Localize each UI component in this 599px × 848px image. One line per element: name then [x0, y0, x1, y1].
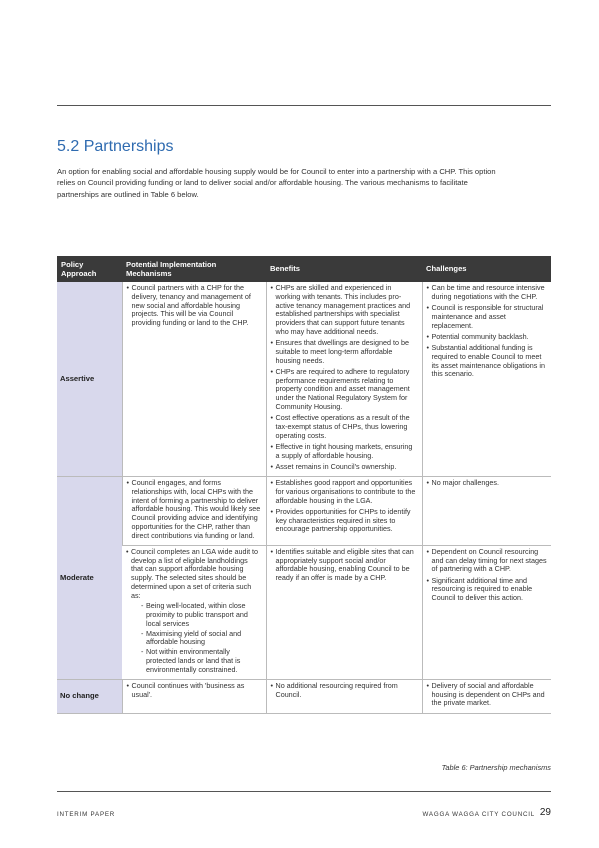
list-item: • Effective in tight housing markets, ensuring a supply of affordable housing. — [271, 443, 418, 461]
list-item: • Potential community backlash. — [427, 333, 548, 342]
mechanisms-cell — [122, 545, 266, 679]
challenges-cell — [422, 282, 551, 477]
top-rule — [57, 105, 551, 106]
challenges-cell — [422, 545, 551, 679]
list-item: • Establishes good rapport and opportunities for various organisations to contribute to the affordable housing in the LGA. — [271, 479, 418, 505]
criteria-item: - Being well-located, within close proximity to public transport and local services — [141, 602, 262, 628]
list-item: • Asset remains in Council's ownership. — [271, 463, 418, 472]
list-item: • Substantial additional funding is required to enable Council to meet its asset maintenance obligations in this scenario. — [427, 344, 548, 379]
footer-rule — [57, 791, 551, 792]
mechanisms-cell — [122, 477, 266, 546]
criteria-item: - Not within environmentally protected lands or land that is environmentally constrained. — [141, 648, 262, 674]
approach-moderate: Moderate — [57, 477, 122, 680]
footer-document-title: INTERIM PAPER — [57, 811, 116, 818]
list-item: • Can be time and resource intensive during negotiations with the CHP. — [427, 284, 548, 302]
challenges-cell — [422, 679, 551, 713]
header-challenges: Challenges — [422, 256, 551, 282]
benefits-cell — [266, 477, 422, 546]
benefits-cell — [266, 679, 422, 713]
benefits-cell — [266, 282, 422, 477]
mechanisms-cell — [122, 679, 266, 713]
criteria-item: - Maximising yield of social and affordable housing — [141, 630, 262, 648]
mechanisms-cell — [122, 282, 266, 477]
list-item: • No additional resourcing required from Council. — [271, 682, 418, 700]
benefits-cell — [266, 545, 422, 679]
header-benefits: Benefits — [266, 256, 422, 282]
list-item: • Council engages, and forms relationships with, local CHPs with the intent of forming a partnership to deliver affordable housing. This would likely see Council providing advice and identifying opportunities for the CHP, rather than direct contributions via funding or land. — [127, 479, 262, 540]
header-policy-approach: Policy Approach — [57, 256, 122, 282]
footer-council-name: WAGGA WAGGA CITY COUNCIL — [422, 811, 535, 818]
approach-assertive: Assertive — [57, 282, 122, 477]
challenges-cell — [422, 477, 551, 546]
section-title: 5.2 Partnerships — [57, 138, 174, 155]
partnership-table — [57, 256, 551, 714]
list-item: • Delivery of social and affordable housing is dependent on CHPs and the private market. — [427, 682, 548, 708]
table-row — [57, 282, 551, 477]
list-item — [126, 548, 262, 675]
list-item: • Identifies suitable and eligible sites that can appropriately support social and/or affordable housing, enabling Council to be ready if an offer is made by a CHP. — [271, 548, 418, 583]
approach-no-change: No change — [57, 679, 122, 713]
list-item: • Ensures that dwellings are designed to be suitable to meet long-term affordable housing needs. — [271, 339, 418, 365]
table-row — [57, 477, 551, 546]
list-item: • Dependent on Council resourcing and can delay timing for next stages of partnering with a CHP. — [427, 548, 548, 574]
list-item: • No major challenges. — [427, 479, 548, 488]
list-item: • CHPs are required to adhere to regulatory performance requirements relating to property condition and asset management under the National Regulatory System for Community Housing. — [271, 368, 418, 412]
list-item: • Provides opportunities for CHPs to identify key characteristics required in sites to encourage partnership opportunities. — [271, 508, 418, 534]
table-header-row — [57, 256, 551, 282]
list-item: • Council continues with 'business as usual'. — [127, 682, 262, 700]
header-mechanisms: Potential Implementation Mechanisms — [122, 256, 266, 282]
criteria-list — [131, 602, 262, 674]
table-row — [57, 679, 551, 713]
page-number: 29 — [539, 807, 551, 818]
list-item: • Council is responsible for structural maintenance and asset replacement. — [427, 304, 548, 330]
table-caption: Table 6: Partnership mechanisms — [441, 763, 551, 772]
table-row — [57, 545, 551, 679]
list-item: • Cost effective operations as a result of the tax-exempt status of CHPs, thus lowering operating costs. — [271, 414, 418, 440]
list-item: • Council partners with a CHP for the delivery, tenancy and management of new social and affordable housing projects. This will be via Council providing funding or land to the CHP. — [127, 284, 262, 328]
list-item: • CHPs are skilled and experienced in working with tenants. This includes pro-active tenancy management practices and established partnerships with specialist providers that can support future tenants who may have additional needs. — [271, 284, 418, 337]
section-intro: An option for enabling social and affordable housing supply would be for Council to enter into a partnership with a CHP. This option relies on Council providing funding or land to deliver social and/or affordable housing. The various mechanisms to facilitate partnerships are outlined in Table 6 below. — [57, 167, 496, 199]
list-item: • Significant additional time and resourcing is required to enable Council to deliver this action. — [427, 577, 548, 603]
mechanism-text: Council completes an LGA wide audit to develop a list of eligible landholdings that can support affordable housing supply. The selected sites should be determined upon a set of criteria such as: — [131, 546, 259, 600]
